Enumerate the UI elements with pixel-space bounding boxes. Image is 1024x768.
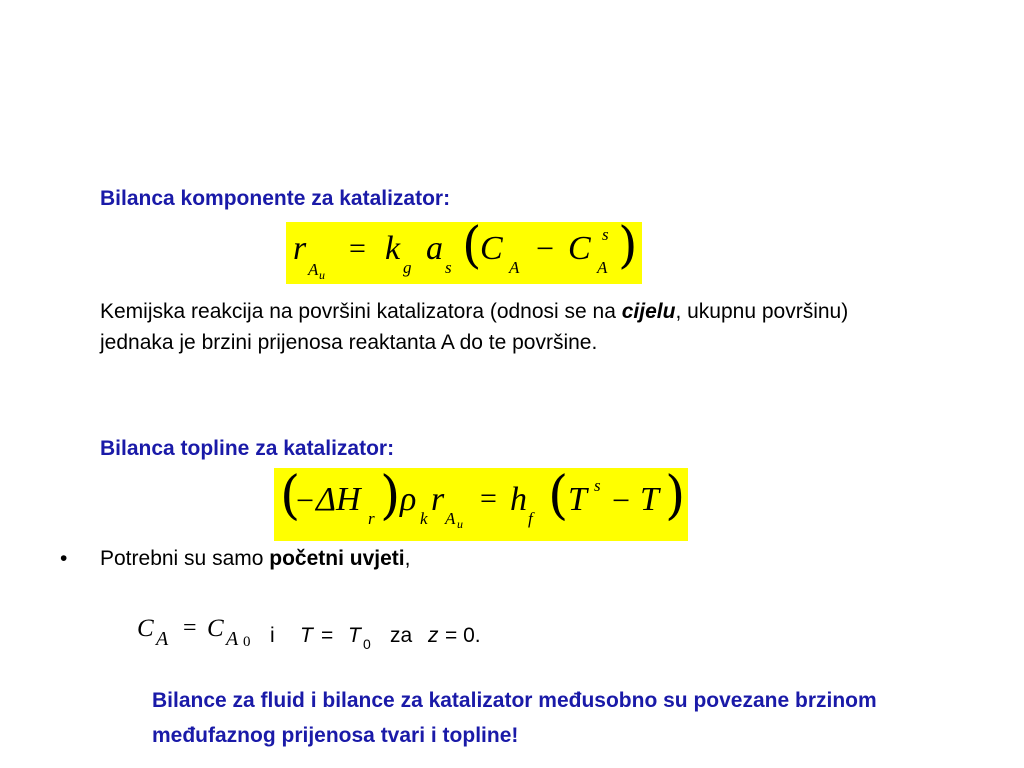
- eq2-open-paren-2: (: [548, 466, 569, 526]
- eq2-close-paren-2: ): [665, 466, 686, 526]
- eq1-C2-sup: s: [602, 225, 609, 244]
- eq2-h: h: [510, 481, 527, 518]
- ic-T0-sub: 0: [363, 636, 371, 652]
- bullet-text-start: Potrebni su samo: [100, 547, 270, 570]
- eq2-r: r: [431, 481, 445, 518]
- closing-note: Bilance za fluid i bilance za katalizator međusobno su povezane brzinom međufaznog prijenosa tvari i topline!: [152, 689, 877, 747]
- eq2-rho: ρ: [400, 481, 417, 518]
- initial-conditions-equation: [135, 612, 535, 662]
- paragraph-text-end: , ukupnu površinu) jednaka je brzini prijenosa reaktanta A do te površine.: [100, 300, 849, 354]
- eq1-open-paren: (: [462, 216, 482, 274]
- eq1-sub-g: g: [403, 258, 412, 277]
- explanation-paragraph: [100, 296, 920, 358]
- heading-heat-balance: Bilanca topline za katalizator:: [100, 437, 395, 460]
- eq1-close-paren: ): [618, 216, 638, 274]
- ic-CA0-subsub: 0: [243, 634, 251, 650]
- equation-heat-balance: [274, 468, 688, 541]
- eq2-delta-H: ΔH: [316, 481, 361, 518]
- bullet-text-end: ,: [404, 547, 411, 570]
- eq2-close-paren-1: ): [380, 466, 401, 526]
- eq1-k: k: [385, 230, 401, 267]
- ic-CA-sub: A: [156, 628, 169, 650]
- eq2-open-paren-1: (: [280, 466, 301, 526]
- eq2-sub-r: r: [368, 509, 375, 528]
- eq2-sub-f: f: [528, 509, 533, 528]
- ic-equals: =: [183, 615, 197, 641]
- eq1-equals: =: [349, 232, 366, 265]
- paragraph-emphasis: cijelu: [621, 300, 676, 323]
- eq1-sub-s: s: [445, 258, 452, 277]
- bullet-bold: početni uvjeti: [269, 547, 405, 570]
- eq1-C2: C: [568, 230, 591, 267]
- ic-CA: C: [137, 615, 154, 642]
- eq1-C2-sub: A: [597, 258, 608, 277]
- eq2-T2: T: [640, 481, 659, 518]
- bullet-text: [100, 547, 410, 571]
- eq2-sup-s: s: [594, 476, 601, 495]
- eq2-sub-A: A: [445, 509, 456, 528]
- eq2-sub-k: k: [420, 509, 428, 528]
- equation-component-balance: [286, 216, 642, 284]
- eq2-minus-2: −: [612, 482, 631, 518]
- ic-eq-sign: =: [321, 624, 334, 647]
- eq2-minus: −: [296, 482, 315, 518]
- ic-T: T: [300, 624, 313, 647]
- eq2-T: T: [568, 481, 587, 518]
- paragraph-text-start: Kemijska reakcija na površini katalizatora (odnosi se na: [100, 300, 622, 323]
- bullet-marker: •: [60, 547, 68, 570]
- ic-CA0: C: [207, 615, 224, 642]
- ic-CA0-sub: A: [226, 628, 239, 650]
- eq1-r: r: [293, 230, 307, 267]
- eq1-minus: −: [536, 230, 555, 266]
- ic-and: i: [270, 624, 275, 647]
- ic-za: za: [390, 624, 413, 647]
- eq1-C1-sub: A: [509, 258, 520, 277]
- heading-component-balance: Bilanca komponente za katalizator:: [100, 187, 451, 210]
- eq1-sub-A: A: [308, 260, 319, 279]
- ic-T0: T: [348, 624, 361, 647]
- eq2-equals: =: [480, 482, 497, 515]
- eq1-C1: C: [480, 230, 503, 267]
- ic-z-value: = 0.: [445, 624, 481, 647]
- eq1-sub-u: u: [319, 268, 325, 282]
- eq1-a: a: [426, 230, 443, 267]
- eq2-sub-u: u: [457, 517, 463, 531]
- ic-z: z: [428, 624, 439, 647]
